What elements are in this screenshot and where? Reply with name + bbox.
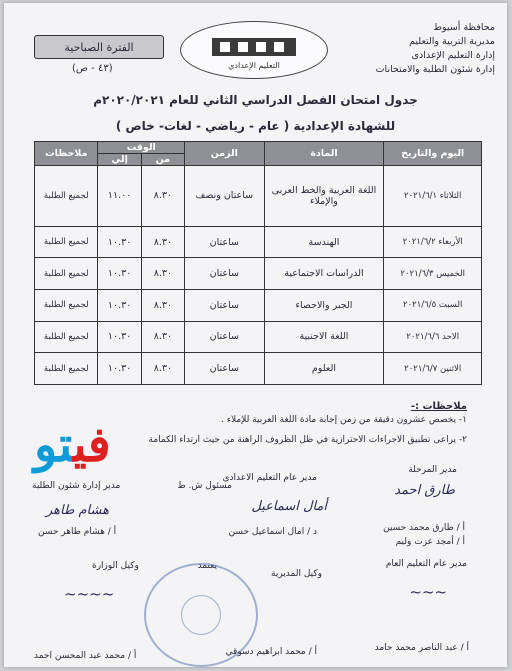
signatory-name: د / امال اسماعيل حسن — [228, 527, 317, 537]
signature-scribble: ~~~ — [409, 583, 447, 601]
cell-subject: الهندسة — [264, 226, 384, 258]
period-box — [34, 35, 164, 59]
signature-title: مدير عام التعليم العام — [385, 559, 467, 569]
cell-duration: ساعتان — [185, 258, 265, 290]
notes-heading: ملاحظات :- — [410, 401, 467, 412]
cell-to: ١١.٠٠ — [98, 166, 141, 227]
header-day: اليوم والتاريخ — [384, 142, 482, 166]
document-title: جدول امتحان الفصل الدراسي الثاني للعام ٢٠٢٠/٢٠٢١م — [93, 93, 418, 107]
cell-subject: اللغة الاجنبية — [264, 321, 384, 353]
signature-title: مدير إدارة شئون الطلبة — [32, 481, 121, 491]
cell-to: ١٠.٣٠ — [98, 226, 141, 258]
signature-scribble: أمال اسماعيل — [251, 499, 327, 514]
period-code: (٤٣ - ص) — [72, 63, 113, 74]
note-item: ١- يخصص عشرون دقيقة من زمن إجابة مادة اللغة العربية للإملاء . — [221, 415, 467, 425]
cell-day: الثلاثاء ٢٠٢١/٦/١ — [384, 166, 482, 227]
header-time: الوقت — [98, 142, 185, 154]
cell-day: السبت ٢٠٢١/٦/٥ — [384, 289, 482, 321]
cell-note: لجميع الطلبة — [35, 321, 98, 353]
signatory-name: أ / أمجد عزت وليم — [395, 537, 465, 547]
ministry-logo — [180, 21, 328, 79]
signatory-name: أ / محمد عبد المحسن احمد — [34, 651, 137, 661]
cell-to: ١٠.٣٠ — [98, 289, 141, 321]
signatory-name: أ / محمد ابراهيم دسوقي — [225, 647, 317, 657]
table-row — [35, 289, 482, 321]
cell-from: ٨.٣٠ — [141, 321, 184, 353]
header-subject: المادة — [264, 142, 384, 166]
header-duration: الزمن — [185, 142, 265, 166]
table-row — [35, 226, 482, 258]
cell-duration: ساعتان — [185, 321, 265, 353]
signature-title: مدير عام التعليم الاعدادى — [222, 473, 317, 483]
cell-from: ٨.٣٠ — [141, 353, 184, 385]
signatory-name: أ / عبد الناصر محمد حامد — [374, 643, 469, 653]
table-row — [35, 166, 482, 227]
cell-subject: الجبر والاحصاء — [264, 289, 384, 321]
cell-note: لجميع الطلبة — [35, 289, 98, 321]
table-row — [35, 353, 482, 385]
signature-title: مدير المرحلة — [408, 465, 457, 475]
cell-day: الاحد ٢٠٢١/٦/٦ — [384, 321, 482, 353]
cell-to: ١٠.٣٠ — [98, 353, 141, 385]
signature-title: وكيل الوزارة — [92, 561, 139, 571]
cell-subject: اللغة العربية والخط العربى والإملاء — [264, 166, 384, 227]
watermark-part: في — [73, 417, 111, 473]
signatory-name: أ / طارق محمد حسين — [383, 523, 465, 533]
signature-title: يعتمد — [197, 561, 217, 571]
cell-duration: ساعتان — [185, 353, 265, 385]
header-line: محافظة أسيوط — [433, 22, 495, 33]
cell-from: ٨.٣٠ — [141, 258, 184, 290]
period-label: الفترة الصباحية — [64, 40, 134, 54]
header-line: إدارة شئون الطلبة والامتحانات — [375, 64, 495, 75]
issuer-header — [376, 21, 495, 77]
header-line: مديرية التربية والتعليم — [409, 36, 495, 47]
cell-subject: الدراسات الاجتماعية — [264, 258, 384, 290]
cell-note: لجميع الطلبة — [35, 258, 98, 290]
table-header-row — [35, 142, 482, 154]
cell-from: ٨.٣٠ — [141, 226, 184, 258]
cell-note: لجميع الطلبة — [35, 226, 98, 258]
cell-from: ٨.٣٠ — [141, 289, 184, 321]
header-line: إدارة التعليم الإعدادى — [411, 50, 495, 61]
cell-note: لجميع الطلبة — [35, 353, 98, 385]
note-item: ٢- يراعى تطبيق الاجراءات الاحترازية في ظل الظروف الراهنة من حيث ارتداء الكمامة — [148, 435, 467, 445]
signature-scribble: ~~~~ — [64, 585, 115, 603]
document-page — [4, 3, 507, 667]
watermark-part: تو — [34, 417, 74, 473]
table-row — [35, 321, 482, 353]
svg-text:التعليم الإعدادي: التعليم الإعدادي — [228, 61, 280, 70]
cell-from: ٨.٣٠ — [141, 166, 184, 227]
cell-day: الأربعاء ٢٠٢١/٦/٢ — [384, 226, 482, 258]
signature-scribble: طارق احمد — [394, 483, 455, 498]
cell-duration: ساعتان — [185, 289, 265, 321]
exam-schedule-table — [34, 141, 482, 385]
cell-day: الخميس ٢٠٢١/٦/٣ — [384, 258, 482, 290]
cell-to: ١٠.٣٠ — [98, 258, 141, 290]
cell-duration: ساعتان ونصف — [185, 166, 265, 227]
header-to: إلي — [98, 154, 141, 166]
signature-scribble: هشام طاهر — [46, 503, 109, 518]
header-notes: ملاحظات — [35, 142, 98, 166]
watermark — [34, 417, 111, 473]
logo-emblem-icon — [194, 28, 314, 72]
cell-day: الاثنين ٢٠٢١/٦/٧ — [384, 353, 482, 385]
signatory-name: أ / هشام طاهر حسن — [38, 527, 117, 537]
document-subtitle: للشهادة الإعدادية ( عام - رياضي - لغات- خاص ) — [115, 119, 396, 133]
signature-title: وكيل المديرية — [271, 569, 322, 579]
signature-title: مسئول ش. ط — [177, 481, 232, 491]
cell-subject: العلوم — [264, 353, 384, 385]
cell-duration: ساعتان — [185, 226, 265, 258]
cell-to: ١٠.٣٠ — [98, 321, 141, 353]
table-row — [35, 258, 482, 290]
header-from: من — [141, 154, 184, 166]
cell-note: لجميع الطلبة — [35, 166, 98, 227]
